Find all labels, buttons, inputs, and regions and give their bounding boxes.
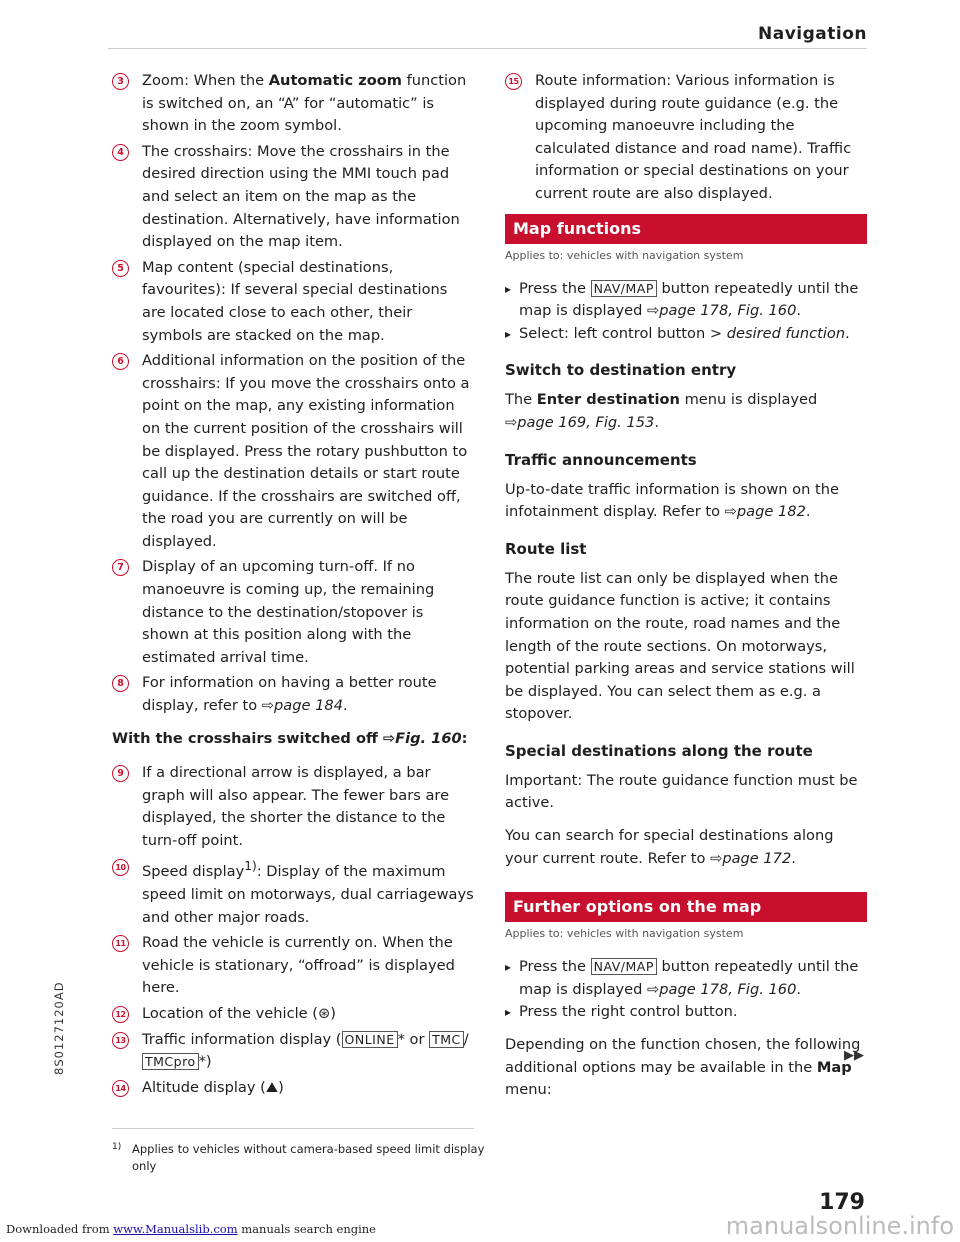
section-paragraph: You can search for special destinations along your current route. Refer to ⇨page 172. (505, 827, 834, 867)
callout-number: 10 (112, 859, 129, 876)
callout-item-4 (112, 141, 474, 254)
callout-item-14 (112, 1077, 474, 1100)
callout-text: Altitude display (⛰) (142, 1078, 284, 1096)
callout-item-12 (112, 1003, 474, 1026)
download-notice (6, 1222, 376, 1236)
manualslib-link[interactable]: www.Manualslib.com (113, 1222, 238, 1236)
callout-item-9 (112, 762, 474, 852)
callout-number: 11 (112, 935, 129, 952)
footnote-text: Applies to vehicles without camera-based speed limit display only (132, 1142, 485, 1173)
callout-text: For information on having a better route display, refer to ⇨page 184. (142, 674, 437, 715)
section-paragraph: Important: The route guidance function must be active. (505, 771, 858, 812)
callout-item-3 (112, 70, 474, 138)
callout-number: 6 (112, 353, 129, 370)
section-banner-further-options: Further options on the map (505, 892, 867, 922)
section-paragraph: The Enter destination menu is displayed ⇨page 169, Fig. 153. (505, 391, 818, 431)
section-heading: Switch to destination entry (505, 361, 737, 380)
callout-item-13 (112, 1029, 474, 1074)
callout-text: If a directional arrow is displayed, a bar graph will also appear. The fewer bars are displayed, the shorter the distance to the turn-off point. (142, 764, 450, 849)
callout-text: Display of an upcoming turn-off. If no manoeuvre is coming up, the remaining distance to the destination/stopover is shown at this position along with the estimated arrival time. (142, 558, 435, 666)
section-heading: Special destinations along the route (505, 741, 813, 760)
section-banner-map-functions: Map functions (505, 214, 867, 244)
instruction-step: ▸ Press the NAV/MAP button repeatedly until the map is displayed ⇨page 178, Fig. 160. (505, 956, 867, 1001)
callout-item-5 (112, 257, 474, 347)
section-heading: Route list (505, 539, 587, 558)
left-column (112, 70, 474, 1102)
callout-text: Speed display$^{1)}$: Display of the maximum speed limit on motorways, dual carriageways and other major roads. (142, 859, 474, 926)
closing-paragraph: Depending on the function chosen, the following additional options may be available in the Map menu: (505, 1036, 861, 1099)
instruction-step: ▸ Select: left control button > desired function. (505, 323, 867, 346)
callout-text: Map content (special destinations, favourites): If several special destinations are located close to each other, their symbols are stacked on the map. (142, 258, 448, 344)
callout-text: Road the vehicle is currently on. When the vehicle is stationary, “offroad” is displayed here. (142, 934, 455, 997)
callout-number: 14 (112, 1080, 129, 1097)
callout-text: Zoom: When the Automatic zoom function is switched on, an “A” for “automatic” is shown in the zoom symbol. (142, 72, 467, 135)
crosshairs-off-subhead: With the crosshairs switched off ⇨Fig. 160: (112, 729, 468, 747)
continued-arrow-icon: ▶▶ (844, 1048, 864, 1063)
footnote-divider (112, 1128, 474, 1129)
section-heading: Traffic announcements (505, 450, 697, 469)
callout-item-6 (112, 350, 474, 553)
instruction-step: ▸ Press the NAV/MAP button repeatedly until the map is displayed ⇨page 178, Fig. 160. (505, 278, 867, 323)
callout-number: 3 (112, 73, 129, 90)
header-divider (108, 48, 867, 49)
callout-item-11 (112, 932, 474, 1000)
page-title: Navigation (758, 24, 867, 44)
download-prefix: Downloaded from (6, 1222, 110, 1236)
callout-text: The crosshairs: Move the crosshairs in the desired direction using the MMI touch pad and select an item on the map as the destination. Alternatively, have information displayed on the map item. (142, 142, 460, 251)
callout-text: Additional information on the position of the crosshairs: If you move the crosshairs onto a point on the map, any existing information on the current position of the crosshairs will be displayed. Press the rotary pushbutton to call up the destination details or start route guidance. If the crosshairs are switched off, the road you are currently on will be displayed. (142, 352, 470, 550)
callout-number: 13 (112, 1032, 129, 1049)
callout-item-15 (505, 70, 867, 206)
footnote (112, 1141, 494, 1175)
callout-number: 4 (112, 144, 129, 161)
page-number: 179 (819, 1190, 865, 1215)
callout-number: 9 (112, 765, 129, 782)
instruction-step: ▸ Press the right control button. (505, 1001, 867, 1024)
right-column (505, 70, 867, 1112)
callout-item-7 (112, 556, 474, 669)
callout-item-10 (112, 856, 474, 930)
callout-text: Route information: Various information is displayed during route guidance (e.g. the upcoming manoeuvre including the calculated distance and road name). Traffic information or special destinations on your current route are also displayed. (535, 72, 852, 202)
callout-number: 15 (505, 73, 522, 90)
callout-number: 5 (112, 260, 129, 277)
callout-number: 8 (112, 675, 129, 692)
section-paragraph: Up-to-date traffic information is shown on the infotainment display. Refer to ⇨page 182. (505, 480, 839, 521)
document-code: 8S0127120AD (52, 981, 66, 1075)
footnote-mark: 1) (112, 1142, 122, 1152)
watermark-logo: manualsonline.info (725, 1212, 954, 1240)
download-suffix: manuals search engine (241, 1222, 376, 1236)
applies-to-note: Applies to: vehicles with navigation system (505, 248, 744, 262)
callout-number: 7 (112, 559, 129, 576)
section-paragraph: The route list can only be displayed when the route guidance function is active; it contains information on the route, road names and the length of the route sections. On motorways, potential parking areas and service stations will be displayed. You can select them as e.g. a stopover. (505, 569, 855, 723)
applies-to-note: Applies to: vehicles with navigation system (505, 927, 744, 941)
callout-text: Location of the vehicle (⊛) (142, 1005, 336, 1023)
callout-text: Traffic information display ( ONLINE * or TMC /TMCpro *) (142, 1030, 469, 1071)
callout-item-8 (112, 672, 474, 717)
callout-number: 12 (112, 1006, 129, 1023)
